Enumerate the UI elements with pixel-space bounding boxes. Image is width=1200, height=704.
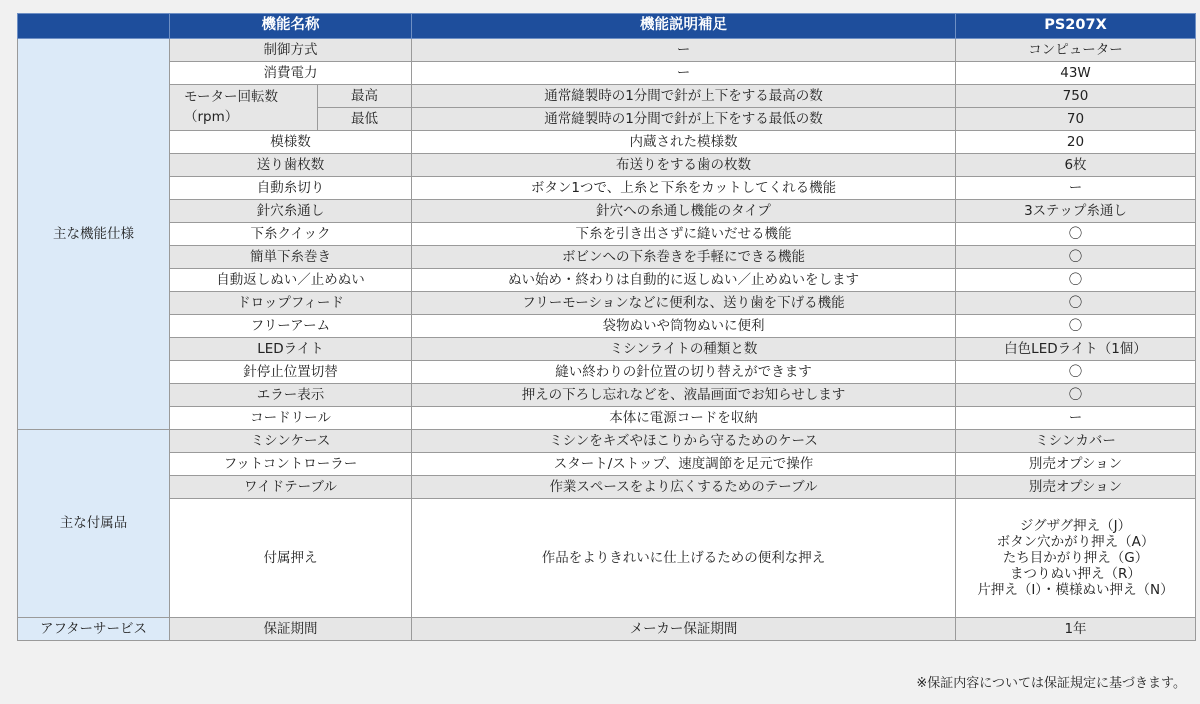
- motor-speed-unit: （rpm）: [184, 108, 239, 125]
- feature-name: 送り歯枚数: [170, 154, 412, 177]
- category-main-features: 主な機能仕様: [18, 39, 170, 430]
- motor-min-label: 最低: [318, 108, 412, 131]
- warranty-value: 1年: [956, 618, 1196, 641]
- header-function-name: 機能名称: [170, 14, 412, 39]
- table-row: [18, 453, 1196, 476]
- feature-desc: ミシンライトの種類と数: [412, 338, 956, 361]
- header-blank-cell: [18, 14, 170, 39]
- table-row: [18, 62, 1196, 85]
- presser-foot-item: ボタン穴かがり押え（A）: [996, 533, 1155, 550]
- feature-name: 下糸クイック: [170, 223, 412, 246]
- category-after-service: アフターサービス: [18, 618, 170, 641]
- feature-desc: ー: [412, 39, 956, 62]
- feature-name: 針停止位置切替: [170, 361, 412, 384]
- accessory-value: ミシンカバー: [956, 430, 1196, 453]
- table-row: [18, 39, 1196, 62]
- feature-desc: ー: [412, 62, 956, 85]
- table-row: [18, 315, 1196, 338]
- footnote: ※保証内容については保証規定に基づきます。: [916, 676, 1186, 691]
- feature-desc: 針穴への糸通し機能のタイプ: [412, 200, 956, 223]
- feature-name: 針穴糸通し: [170, 200, 412, 223]
- presser-foot-item: たち目かがり押え（G）: [1002, 549, 1149, 566]
- feature-desc: 内蔵された模様数: [412, 131, 956, 154]
- presser-foot-item: まつりぬい押え（R）: [1010, 566, 1141, 583]
- accessory-desc: 作業スペースをより広くするためのテーブル: [412, 476, 956, 499]
- feature-value: 〇: [956, 269, 1196, 292]
- feature-name: 自動糸切り: [170, 177, 412, 200]
- motor-speed-label-text: モーター回転数: [184, 88, 278, 105]
- table-header-row: [18, 14, 1196, 39]
- table-row: [18, 246, 1196, 269]
- header-function-desc: 機能説明補足: [412, 14, 956, 39]
- feature-name: ドロップフィード: [170, 292, 412, 315]
- feature-value: 3ステップ糸通し: [956, 200, 1196, 223]
- accessory-name: フットコントローラー: [170, 453, 412, 476]
- accessory-desc: ミシンをキズやほこりから守るためのケース: [412, 430, 956, 453]
- presser-foot-list: [956, 499, 1196, 618]
- table-row: [18, 499, 1196, 618]
- feature-desc: 通常縫製時の1分間で針が上下をする最高の数: [412, 85, 956, 108]
- table-row: [18, 177, 1196, 200]
- feature-desc: 本体に電源コードを収納: [412, 407, 956, 430]
- accessory-value: 別売オプション: [956, 476, 1196, 499]
- feature-desc: フリーモーションなどに便利な、送り歯を下げる機能: [412, 292, 956, 315]
- table-row: [18, 338, 1196, 361]
- feature-desc: ボビンへの下糸巻きを手軽にできる機能: [412, 246, 956, 269]
- feature-value: 70: [956, 108, 1196, 131]
- feature-value: ー: [956, 177, 1196, 200]
- feature-value: 〇: [956, 361, 1196, 384]
- feature-desc: 通常縫製時の1分間で針が上下をする最低の数: [412, 108, 956, 131]
- table-row: [18, 361, 1196, 384]
- presser-foot-item: 片押え（I）・模様ぬい押え（N）: [977, 582, 1174, 599]
- table-row: [18, 131, 1196, 154]
- table-row: [18, 476, 1196, 499]
- feature-value: 白色LEDライト（1個）: [956, 338, 1196, 361]
- accessory-value: 別売オプション: [956, 453, 1196, 476]
- table-row: [18, 269, 1196, 292]
- feature-name: エラー表示: [170, 384, 412, 407]
- accessory-name: 付属押え: [170, 499, 412, 618]
- table-row: [18, 407, 1196, 430]
- feature-value: 〇: [956, 246, 1196, 269]
- table-row: [18, 223, 1196, 246]
- table-row: [18, 430, 1196, 453]
- table-row: [18, 618, 1196, 641]
- feature-value: コンピューター: [956, 39, 1196, 62]
- accessory-desc: 作品をよりきれいに仕上げるための便利な押え: [412, 499, 956, 618]
- feature-name: 簡単下糸巻き: [170, 246, 412, 269]
- feature-value: 20: [956, 131, 1196, 154]
- feature-value: 43W: [956, 62, 1196, 85]
- feature-value: 〇: [956, 223, 1196, 246]
- spec-table: [17, 13, 1196, 641]
- feature-value: 6枚: [956, 154, 1196, 177]
- warranty-name: 保証期間: [170, 618, 412, 641]
- feature-desc: 袋物ぬいや筒物ぬいに便利: [412, 315, 956, 338]
- header-model: PS207X: [956, 14, 1196, 39]
- feature-name: 模様数: [170, 131, 412, 154]
- feature-name: LEDライト: [170, 338, 412, 361]
- feature-value: 〇: [956, 384, 1196, 407]
- table-row: [18, 384, 1196, 407]
- feature-value: ー: [956, 407, 1196, 430]
- presser-foot-item: ジグザグ押え（J）: [1019, 517, 1132, 534]
- feature-desc: 押えの下ろし忘れなどを、液晶画面でお知らせします: [412, 384, 956, 407]
- feature-value: 750: [956, 85, 1196, 108]
- table-row: [18, 200, 1196, 223]
- feature-value: 〇: [956, 315, 1196, 338]
- accessory-name: ミシンケース: [170, 430, 412, 453]
- accessory-desc: スタート/ストップ、速度調節を足元で操作: [412, 453, 956, 476]
- feature-name: 制御方式: [170, 39, 412, 62]
- motor-speed-label: [170, 85, 318, 131]
- feature-name: 自動返しぬい／止めぬい: [170, 269, 412, 292]
- feature-name: フリーアーム: [170, 315, 412, 338]
- motor-max-label: 最高: [318, 85, 412, 108]
- category-accessories: 主な付属品: [18, 430, 170, 618]
- feature-desc: 縫い終わりの針位置の切り替えができます: [412, 361, 956, 384]
- feature-desc: 布送りをする歯の枚数: [412, 154, 956, 177]
- feature-desc: 下糸を引き出さずに縫いだせる機能: [412, 223, 956, 246]
- table-row: [18, 292, 1196, 315]
- feature-name: 消費電力: [170, 62, 412, 85]
- feature-desc: ぬい始め・終わりは自動的に返しぬい／止めぬいをします: [412, 269, 956, 292]
- warranty-desc: メーカー保証期間: [412, 618, 956, 641]
- table-row: [18, 154, 1196, 177]
- feature-value: 〇: [956, 292, 1196, 315]
- table-row: [18, 85, 1196, 108]
- accessory-name: ワイドテーブル: [170, 476, 412, 499]
- feature-name: コードリール: [170, 407, 412, 430]
- feature-desc: ボタン1つで、上糸と下糸をカットしてくれる機能: [412, 177, 956, 200]
